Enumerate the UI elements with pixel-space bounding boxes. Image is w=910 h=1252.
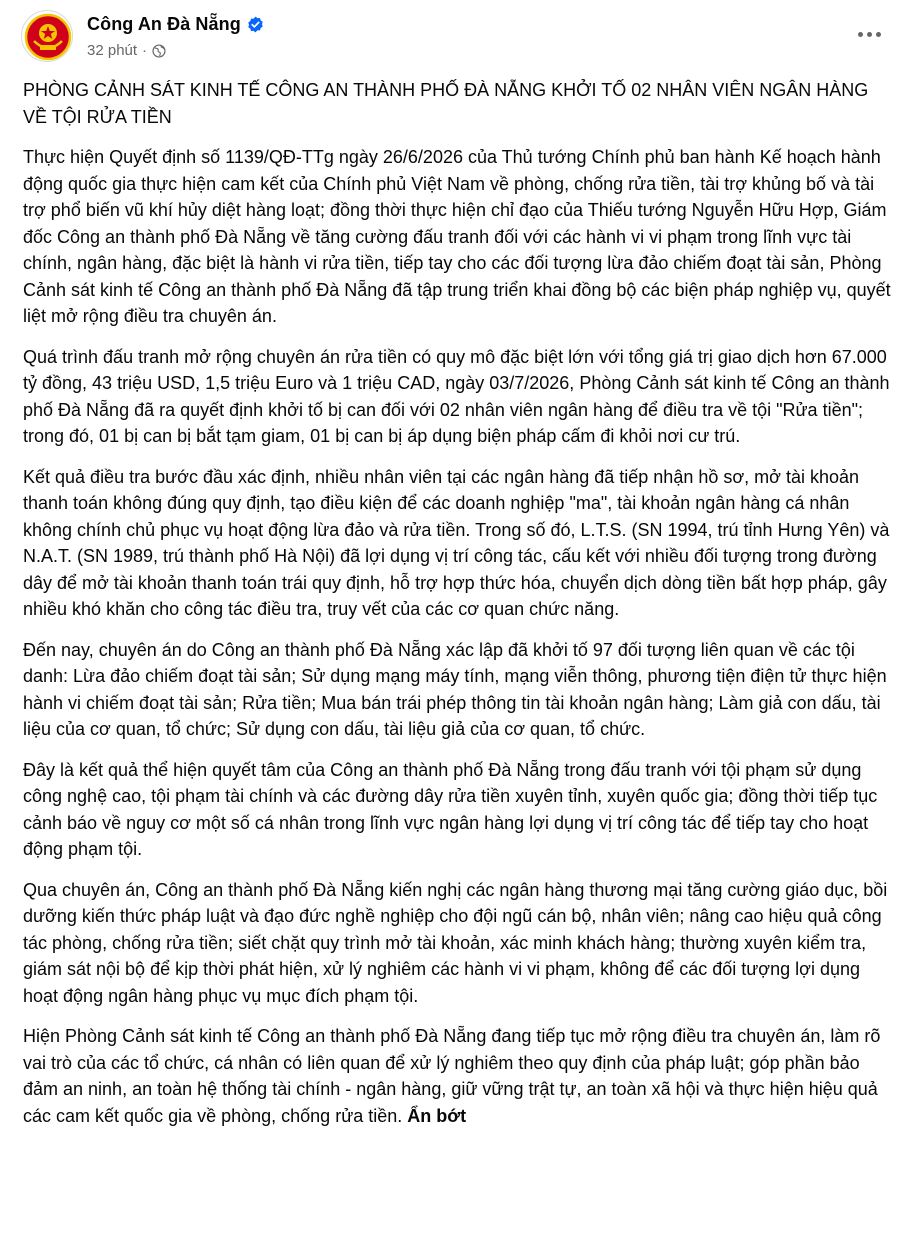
page-name[interactable] (87, 14, 264, 35)
post-paragraph-text: Hiện Phòng Cảnh sát kinh tế Công an thành phố Đà Nẵng đang tiếp tục mở rộng điều tra chuyên án, làm rõ vai trò của các tổ chức, cá nhân có liên quan để xử lý nghiêm theo quy định của pháp luật; góp phần bảo đảm an ninh, an toàn hệ thống tài chính - ngân hàng, giữ vững trật tự, an toàn xã hội và thực hiện hiệu quả các cam kết quốc gia về phòng, chống rửa tiền. (23, 1026, 881, 1126)
post-timestamp[interactable]: 32 phút (87, 42, 138, 59)
more-dot-icon (867, 32, 872, 37)
post-paragraph: Đây là kết quả thể hiện quyết tâm của Công an thành phố Đà Nẵng trong đấu tranh với tội phạm sử dụng công nghệ cao, tội phạm tài chính và các đường dây rửa tiền xuyên tỉnh, xuyên quốc gia; đồng thời tiếp tục cảnh báo về nguy cơ một số cá nhân trong lĩnh vực ngân hàng lợi dụng vị trí công tác để tiếp tay cho hoạt động phạm tội. (23, 759, 878, 859)
post-title: PHÒNG CẢNH SÁT KINH TẾ CÔNG AN THÀNH PHỐ ĐÀ NẴNG KHỞI TỐ 02 NHÂN VIÊN NGÂN HÀNG VỀ TỘI RỬA TIỀN (23, 80, 869, 127)
more-dot-icon (858, 32, 863, 37)
meta-separator: · (142, 42, 148, 59)
globe-icon[interactable] (152, 44, 166, 58)
page-avatar[interactable] (21, 10, 73, 62)
post-paragraph: Qua chuyên án, Công an thành phố Đà Nẵng kiến nghị các ngân hàng thương mại tăng cường giáo dục, bồi dưỡng kiến thức pháp luật và đạo đức nghề nghiệp cho đội ngũ cán bộ, nhân viên; nâng cao hiệu quả công tác phòng, chống rửa tiền; siết chặt quy trình mở tài khoản, xác minh khách hàng; thường xuyên kiểm tra, giám sát nội bộ để kịp thời phát hiện, xử lý nghiêm các hành vi vi phạm, không để các đối tượng lợi dụng hoạt động ngân hàng phục vụ mục đích phạm tội. (23, 879, 888, 1006)
police-emblem-icon (22, 11, 73, 62)
post-paragraph: Quá trình đấu tranh mở rộng chuyên án rửa tiền có quy mô đặc biệt lớn với tổng giá trị giao dịch hơn 67.000 tỷ đồng, 43 triệu USD, 1,5 triệu Euro và 1 triệu CAD, ngày 03/7/2026, Phòng Cảnh sát kinh tế Công an thành phố Đà Nẵng đã ra quyết định khởi tố bị can đối với 02 nhân viên ngân hàng để điều tra về tội "Rửa tiền"; trong đó, 01 bị can bị bắt tạm giam, 01 bị can bị áp dụng biện pháp cấm đi khỏi nơi cư trú. (23, 346, 890, 446)
post-content (23, 77, 895, 1143)
post-paragraph: Kết quả điều tra bước đầu xác định, nhiều nhân viên tại các ngân hàng đã tiếp nhận hồ sơ, mở tài khoản thanh toán không đúng quy định, tạo điều kiện để các doanh nghiệp "ma", tài khoản ngân hàng cá nhân không chính chủ phục vụ hoạt động lừa đảo và rửa tiền. Trong số đó, L.T.S. (SN 1994, trú tỉnh Hưng Yên) và N.A.T. (SN 1989, trú thành phố Hà Nội) đã lợi dụng vị trí công tác, cấu kết với nhiều đối tượng trong đường dây để mở tài khoản thanh toán trái quy định, hỗ trợ hợp thức hóa, chuyển dịch dòng tiền bất hợp pháp, gây nhiều khó khăn cho công tác điều tra, truy vết của các cơ quan chức năng. (23, 466, 890, 619)
verified-badge-icon (247, 16, 264, 33)
post-paragraph-last (23, 1023, 895, 1129)
post-meta (87, 42, 166, 59)
more-dot-icon (876, 32, 881, 37)
see-less-button[interactable]: Ẩn bớt (407, 1105, 467, 1126)
post-paragraph: Thực hiện Quyết định số 1139/QĐ-TTg ngày 26/6/2026 của Thủ tướng Chính phủ ban hành Kế hoạch hành động quốc gia thực hiện cam kết của Chính phủ Việt Nam về phòng, chống rửa tiền, tài trợ khủng bố và tài trợ phổ biến vũ khí hủy diệt hàng loạt; đồng thời thực hiện chỉ đạo của Thiếu tướng Nguyễn Hữu Hợp, Giám đốc Công an thành phố Đà Nẵng về tăng cường đấu tranh đối với các hành vi vi phạm trong lĩnh vực tài chính, ngân hàng, đặc biệt là hành vi rửa tiền, tiếp tay cho các đối tượng lừa đảo chiếm đoạt tài sản, Phòng Cảnh sát kinh tế Công an thành phố Đà Nẵng đã tập trung triển khai đồng bộ các biện pháp nghiệp vụ, quyết liệt mở rộng điều tra chuyên án. (23, 147, 891, 326)
post-header (21, 10, 910, 70)
post-paragraph: Đến nay, chuyên án do Công an thành phố Đà Nẵng xác lập đã khởi tố 97 đối tượng liên quan về các tội danh: Lừa đảo chiếm đoạt tài sản; Sử dụng mạng máy tính, mạng viễn thông, phương tiện điện tử thực hiện hành vi chiếm đoạt tài sản; Rửa tiền; Mua bán trái phép thông tin tài khoản ngân hàng; Làm giả con dấu, tài liệu của cơ quan, tổ chức; Sử dụng con dấu, tài liệu giả của cơ quan, tổ chức. (23, 639, 887, 739)
more-options-button[interactable] (855, 24, 883, 44)
page-name-text[interactable]: Công An Đà Nẵng (87, 14, 241, 34)
